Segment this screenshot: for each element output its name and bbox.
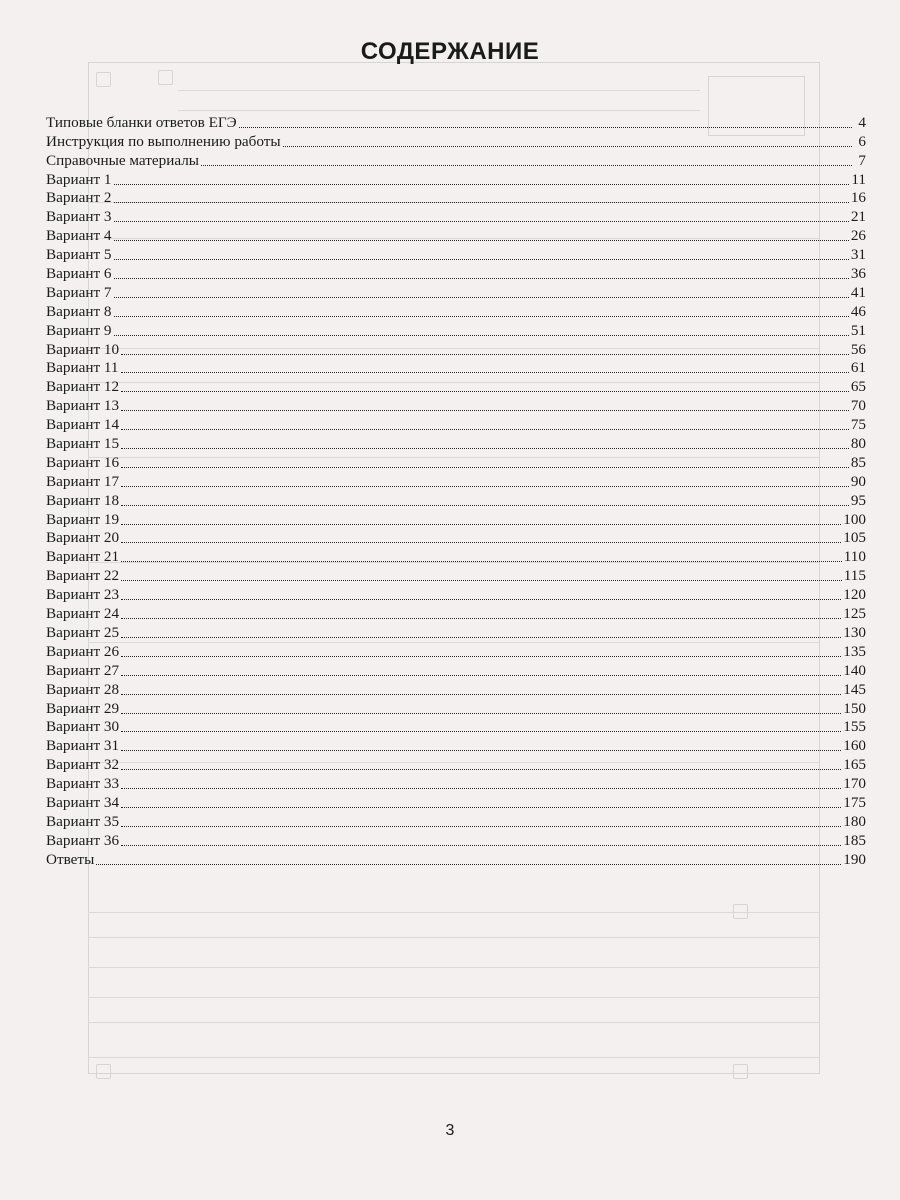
toc-entry-label: Вариант 24	[46, 605, 120, 623]
toc-leader-dots	[121, 826, 841, 827]
show-through-line	[178, 90, 700, 91]
toc-entry-label: Вариант 25	[46, 623, 120, 641]
toc-leader-dots	[114, 240, 849, 241]
toc-leader-dots	[114, 202, 849, 203]
toc-entry-label: Вариант 18	[46, 491, 120, 509]
toc-entry	[46, 395, 866, 414]
show-through-corner-mark	[733, 904, 748, 919]
toc-entry-label: Вариант 30	[46, 718, 120, 736]
toc-entry-page: 185	[843, 831, 866, 849]
toc-entry-page: 75	[850, 416, 866, 434]
toc-entry-page: 31	[850, 246, 866, 264]
show-through-line	[88, 967, 820, 968]
toc-entry-page: 46	[850, 302, 866, 320]
toc-leader-dots	[121, 505, 849, 506]
toc-leader-dots	[121, 599, 841, 600]
toc-entry-page: 90	[850, 472, 866, 490]
toc-entry	[46, 698, 866, 717]
toc-entry	[46, 414, 866, 433]
toc-leader-dots	[121, 561, 842, 562]
toc-entry	[46, 660, 866, 679]
toc-entry-page: 120	[843, 586, 866, 604]
toc-entry-label: Вариант 3	[46, 208, 112, 226]
toc-entry	[46, 263, 866, 282]
toc-entry-label: Вариант 20	[46, 529, 120, 547]
toc-entry-page: 100	[843, 510, 866, 528]
toc-entry-label: Вариант 33	[46, 775, 120, 793]
toc-entry-label: Инструкция по выполнению работы	[46, 132, 281, 150]
toc-entry	[46, 509, 866, 528]
toc-entry-page: 61	[850, 359, 866, 377]
toc-entry	[46, 603, 866, 622]
toc-entry-label: Вариант 1	[46, 170, 112, 188]
show-through-line	[88, 1057, 820, 1058]
toc-entry-label: Вариант 5	[46, 246, 112, 264]
toc-entry	[46, 546, 866, 565]
toc-entry-label: Вариант 31	[46, 737, 120, 755]
page-title: СОДЕРЖАНИЕ	[360, 38, 540, 65]
toc-entry-page: 130	[843, 623, 866, 641]
toc-entry-page: 41	[850, 283, 866, 301]
toc-leader-dots	[114, 221, 849, 222]
toc-entry-page: 115	[843, 567, 866, 585]
toc-entry-page: 170	[843, 775, 866, 793]
toc-entry-page: 180	[843, 812, 866, 830]
toc-entry	[46, 282, 866, 301]
toc-entry	[46, 433, 866, 452]
toc-entry	[46, 112, 866, 131]
toc-entry	[46, 773, 866, 792]
toc-entry-page: 85	[850, 453, 866, 471]
toc-entry-label: Вариант 16	[46, 453, 120, 471]
toc-entry-page: 7	[858, 151, 866, 169]
toc-leader-dots	[96, 864, 841, 865]
show-through-line	[88, 937, 820, 938]
toc-entry	[46, 225, 866, 244]
toc-entry-page: 4	[858, 113, 866, 131]
toc-entry	[46, 565, 866, 584]
show-through-corner-mark	[96, 1064, 111, 1079]
toc-entry-label: Вариант 26	[46, 642, 120, 660]
toc-entry	[46, 679, 866, 698]
toc-entry-label: Вариант 9	[46, 321, 112, 339]
show-through-corner-mark	[96, 72, 111, 87]
toc-leader-dots	[121, 637, 841, 638]
toc-leader-dots	[114, 335, 849, 336]
toc-leader-dots	[121, 618, 841, 619]
toc-entry-label: Вариант 6	[46, 265, 112, 283]
toc-entry	[46, 584, 866, 603]
toc-entry	[46, 188, 866, 207]
toc-entry-page: 36	[850, 265, 866, 283]
toc-entry-label: Вариант 10	[46, 340, 120, 358]
toc-entry-label: Вариант 27	[46, 661, 120, 679]
toc-entry-page: 165	[843, 756, 866, 774]
toc-entry-page: 70	[850, 397, 866, 415]
toc-entry	[46, 735, 866, 754]
toc-entry-page: 26	[850, 227, 866, 245]
toc-entry-page: 21	[850, 208, 866, 226]
toc-entry	[46, 301, 866, 320]
toc-entry-label: Вариант 4	[46, 227, 112, 245]
show-through-line	[88, 912, 820, 913]
toc-entry	[46, 622, 866, 641]
toc-entry-label: Вариант 29	[46, 699, 120, 717]
toc-entry-label: Вариант 36	[46, 831, 120, 849]
toc-entry-label: Вариант 22	[46, 567, 120, 585]
toc-leader-dots	[121, 354, 849, 355]
toc-entry	[46, 131, 866, 150]
toc-leader-dots	[121, 788, 841, 789]
table-of-contents	[46, 112, 866, 868]
toc-leader-dots	[114, 259, 849, 260]
toc-entry-label: Вариант 14	[46, 416, 120, 434]
toc-leader-dots	[121, 675, 841, 676]
toc-entry	[46, 206, 866, 225]
toc-leader-dots	[121, 448, 849, 449]
toc-entry-label: Вариант 7	[46, 283, 112, 301]
show-through-line	[88, 997, 820, 998]
toc-entry-label: Вариант 34	[46, 793, 120, 811]
toc-leader-dots	[121, 486, 849, 487]
toc-entry	[46, 528, 866, 547]
toc-entry-page: 160	[843, 737, 866, 755]
toc-entry-label: Вариант 13	[46, 397, 120, 415]
toc-entry	[46, 452, 866, 471]
toc-leader-dots	[121, 524, 841, 525]
toc-entry-page: 150	[843, 699, 866, 717]
show-through-line	[88, 1022, 820, 1023]
toc-entry	[46, 830, 866, 849]
toc-entry-label: Вариант 35	[46, 812, 120, 830]
toc-entry-label: Вариант 8	[46, 302, 112, 320]
toc-leader-dots	[121, 694, 841, 695]
toc-leader-dots	[121, 731, 841, 732]
toc-entry-page: 110	[843, 548, 866, 566]
toc-leader-dots	[121, 391, 849, 392]
toc-entry	[46, 339, 866, 358]
toc-leader-dots	[121, 845, 841, 846]
toc-entry-label: Вариант 15	[46, 435, 120, 453]
toc-entry-page: 175	[843, 793, 866, 811]
toc-entry-label: Типовые бланки ответов ЕГЭ	[46, 113, 237, 131]
toc-entry-page: 6	[858, 132, 866, 150]
toc-entry	[46, 849, 866, 868]
toc-entry-label: Вариант 23	[46, 586, 120, 604]
toc-leader-dots	[121, 807, 841, 808]
toc-entry-page: 11	[851, 170, 866, 188]
toc-leader-dots	[121, 429, 849, 430]
toc-leader-dots	[239, 127, 852, 128]
toc-entry	[46, 792, 866, 811]
toc-leader-dots	[121, 713, 841, 714]
toc-entry-label: Справочные материалы	[46, 151, 199, 169]
toc-entry-label: Ответы	[46, 850, 95, 868]
show-through-corner-mark	[733, 1064, 748, 1079]
toc-entry-label: Вариант 19	[46, 510, 120, 528]
show-through-line	[178, 110, 700, 111]
toc-leader-dots	[114, 184, 850, 185]
toc-leader-dots	[121, 656, 841, 657]
toc-leader-dots	[121, 372, 849, 373]
toc-leader-dots	[121, 750, 841, 751]
toc-entry	[46, 244, 866, 263]
toc-entry	[46, 358, 866, 377]
toc-entry-page: 65	[850, 378, 866, 396]
toc-entry-page: 125	[843, 605, 866, 623]
page-number: 3	[445, 1122, 455, 1139]
toc-leader-dots	[121, 580, 842, 581]
toc-leader-dots	[121, 410, 849, 411]
toc-leader-dots	[201, 165, 852, 166]
toc-entry-page: 140	[843, 661, 866, 679]
toc-entry-page: 145	[843, 680, 866, 698]
toc-entry-page: 105	[843, 529, 866, 547]
toc-entry	[46, 471, 866, 490]
toc-leader-dots	[121, 467, 849, 468]
toc-entry	[46, 811, 866, 830]
toc-entry-label: Вариант 21	[46, 548, 120, 566]
toc-entry	[46, 641, 866, 660]
toc-leader-dots	[283, 146, 852, 147]
toc-entry-label: Вариант 28	[46, 680, 120, 698]
toc-leader-dots	[121, 769, 841, 770]
toc-entry-page: 135	[843, 642, 866, 660]
toc-entry	[46, 754, 866, 773]
toc-entry	[46, 169, 866, 188]
toc-entry-label: Вариант 32	[46, 756, 120, 774]
toc-entry-label: Вариант 2	[46, 189, 112, 207]
toc-entry-page: 155	[843, 718, 866, 736]
toc-entry-page: 56	[850, 340, 866, 358]
toc-entry-page: 95	[850, 491, 866, 509]
show-through-corner-mark	[158, 70, 173, 85]
toc-leader-dots	[114, 297, 849, 298]
toc-entry-page: 80	[850, 435, 866, 453]
toc-entry	[46, 320, 866, 339]
toc-entry-page: 16	[850, 189, 866, 207]
toc-entry	[46, 376, 866, 395]
toc-leader-dots	[121, 542, 841, 543]
toc-leader-dots	[114, 316, 849, 317]
toc-entry-label: Вариант 11	[46, 359, 119, 377]
toc-entry-label: Вариант 17	[46, 472, 120, 490]
toc-leader-dots	[114, 278, 849, 279]
toc-entry	[46, 717, 866, 736]
toc-entry-label: Вариант 12	[46, 378, 120, 396]
toc-entry-page: 190	[843, 850, 866, 868]
toc-entry-page: 51	[850, 321, 866, 339]
toc-entry	[46, 150, 866, 169]
toc-entry	[46, 490, 866, 509]
